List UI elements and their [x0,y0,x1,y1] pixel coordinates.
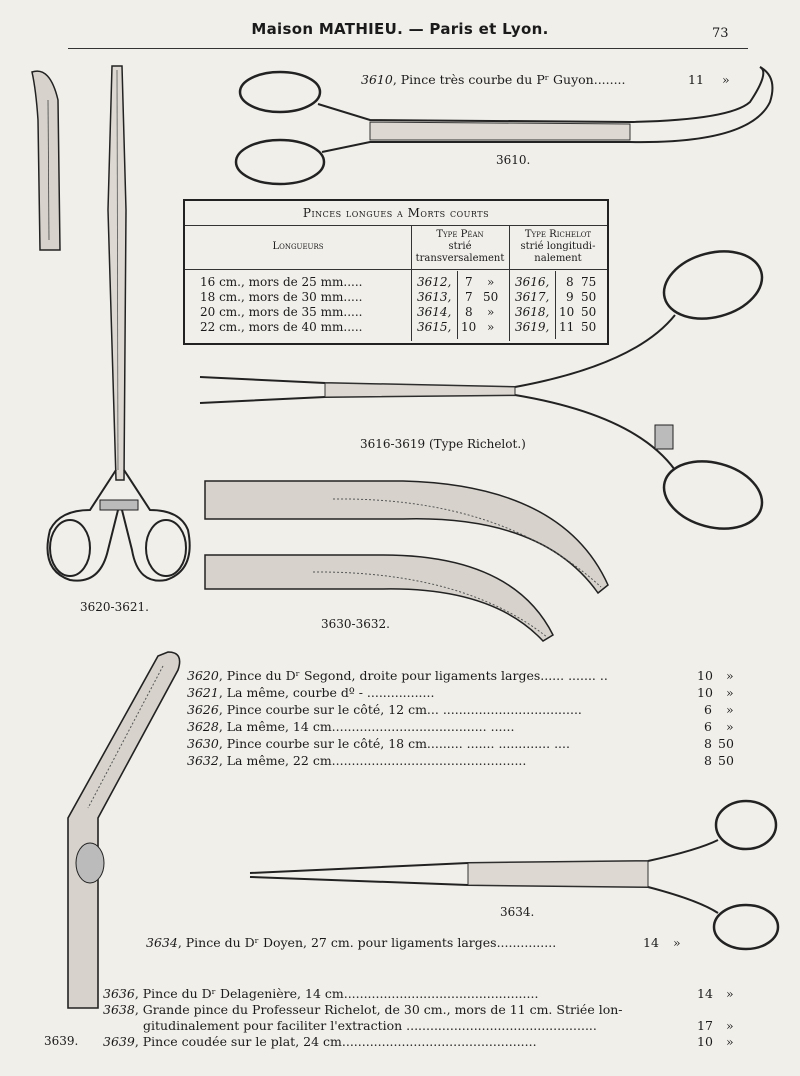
item-3638-cents: » [726,1018,734,1033]
jaws-3630-3632-illustration [203,475,613,645]
pean-cents: » [487,320,495,334]
item-3630: 3630, Pince courbe sur le côté, 18 cm......... ....... ............. .... [187,736,570,751]
pean-price: 8 [465,305,473,319]
item-3628-cents: » [726,719,734,734]
caption-3620-3621: 3620-3621. [80,600,149,614]
item-3632: 3632, La même, 22 cm................................................. [187,753,527,768]
pean-ref: 3614, [417,305,452,319]
item-3634: 3634, Pince du Dʳ Doyen, 27 cm. pour ligaments larges............... [146,935,557,950]
pean-cents: » [487,305,495,319]
rich-ref: 3617, [515,290,550,304]
item-3620-cents: » [726,668,734,683]
item-3626-price: 6 [704,702,712,717]
rich-ref: 3616, [515,275,550,289]
item-3620-price: 10 [697,668,713,683]
item-3638-price: 17 [697,1018,713,1033]
table-title: Pinces longues a Morts courts [302,206,490,220]
item-3628-price: 6 [704,719,712,734]
item-3639-cents: » [726,1034,734,1049]
col-richelot-header: Type Richelot strié longitudi- nalement [520,229,596,264]
caption-3634: 3634. [500,905,535,919]
item-3626: 3626, Pince courbe sur le côté, 12 cm... ................................... [187,702,582,717]
pean-ref: 3612, [417,275,452,289]
item-3620: 3620, Pince du Dʳ Segond, droite pour ligaments larges...... ....... .. [187,668,608,683]
item-3634-cents: » [673,935,681,950]
pean-cents: 50 [483,290,499,304]
page-header-title: Maison MATHIEU. — Paris et Lyon. [251,20,549,38]
rich-ref: 3618, [515,305,550,319]
rich-price: 8 [566,275,574,289]
item-3626-cents: » [726,702,734,717]
pince-coudee-3639-illustration [28,648,178,1018]
rich-ref: 3619, [515,320,550,334]
item-3621-cents: » [726,685,734,700]
item-3632-cents: 50 [718,753,734,768]
rich-price: 9 [566,290,574,304]
table-row: 16 cm., mors de 25 mm..... [200,275,363,289]
item-3630-cents: 50 [718,736,734,751]
pean-ref: 3613, [417,290,452,304]
item-3638: 3638, Grande pince du Professeur Richelot, de 30 cm., mors de 11 cm. Striée lon- [103,1002,623,1017]
pean-price: 10 [461,320,477,334]
item-3610 [361,72,626,87]
col-lengths-header: Longueurs [272,241,324,252]
item-3634-price: 14 [643,935,659,950]
pince-doyen-3634-illustration [248,795,783,955]
item-3610-cents: » [722,72,730,87]
caption-3616-3619: 3616-3619 (Type Richelot.) [360,437,526,451]
table-row: 18 cm., mors de 30 mm..... [200,290,363,304]
col-pean-header: Type Péan strié transversalement [415,229,505,264]
table-row: 22 cm., mors de 40 mm..... [200,320,363,334]
item-3632-price: 8 [704,753,712,768]
item-3621-price: 10 [697,685,713,700]
rich-cents: 50 [581,320,597,334]
item-3639-price: 10 [697,1034,713,1049]
item-3639: 3639, Pince coudée sur le plat, 24 cm................................................. [103,1034,537,1049]
item-3638-continued: gitudinalement pour faciliter l'extraction ................................................ [143,1018,597,1033]
forceps-3620-3621-illustration [20,60,200,600]
pean-cents: » [487,275,495,289]
item-3621: 3621, La même, courbe dº - ................. [187,685,435,700]
rich-price: 10 [559,305,575,319]
item-3636-price: 14 [697,986,713,1001]
item-text: , Pince très courbe du Pʳ Guyon........ [392,72,626,87]
item-ref: 3610 [361,72,393,87]
rich-price: 11 [559,320,575,334]
caption-3639: 3639. [44,1034,79,1048]
rich-cents: 50 [581,290,597,304]
rich-cents: 50 [581,305,597,319]
item-3636-cents: » [726,986,734,1001]
table-row: 20 cm., mors de 35 mm..... [200,305,363,319]
rich-cents: 75 [581,275,597,289]
item-3628: 3628, La même, 14 cm....................................... ...... [187,719,515,734]
item-3636: 3636, Pince du Dʳ Delagenière, 14 cm................................................. [103,986,539,1001]
pean-ref: 3615, [417,320,452,334]
item-3610-price: 11 [688,72,704,87]
caption-3630-3632: 3630-3632. [321,617,390,631]
header-rule [68,48,748,49]
item-3630-price: 8 [704,736,712,751]
caption-3610: 3610. [496,153,531,167]
pean-price: 7 [465,275,473,289]
page-number: 73 [712,26,729,41]
pean-price: 7 [465,290,473,304]
